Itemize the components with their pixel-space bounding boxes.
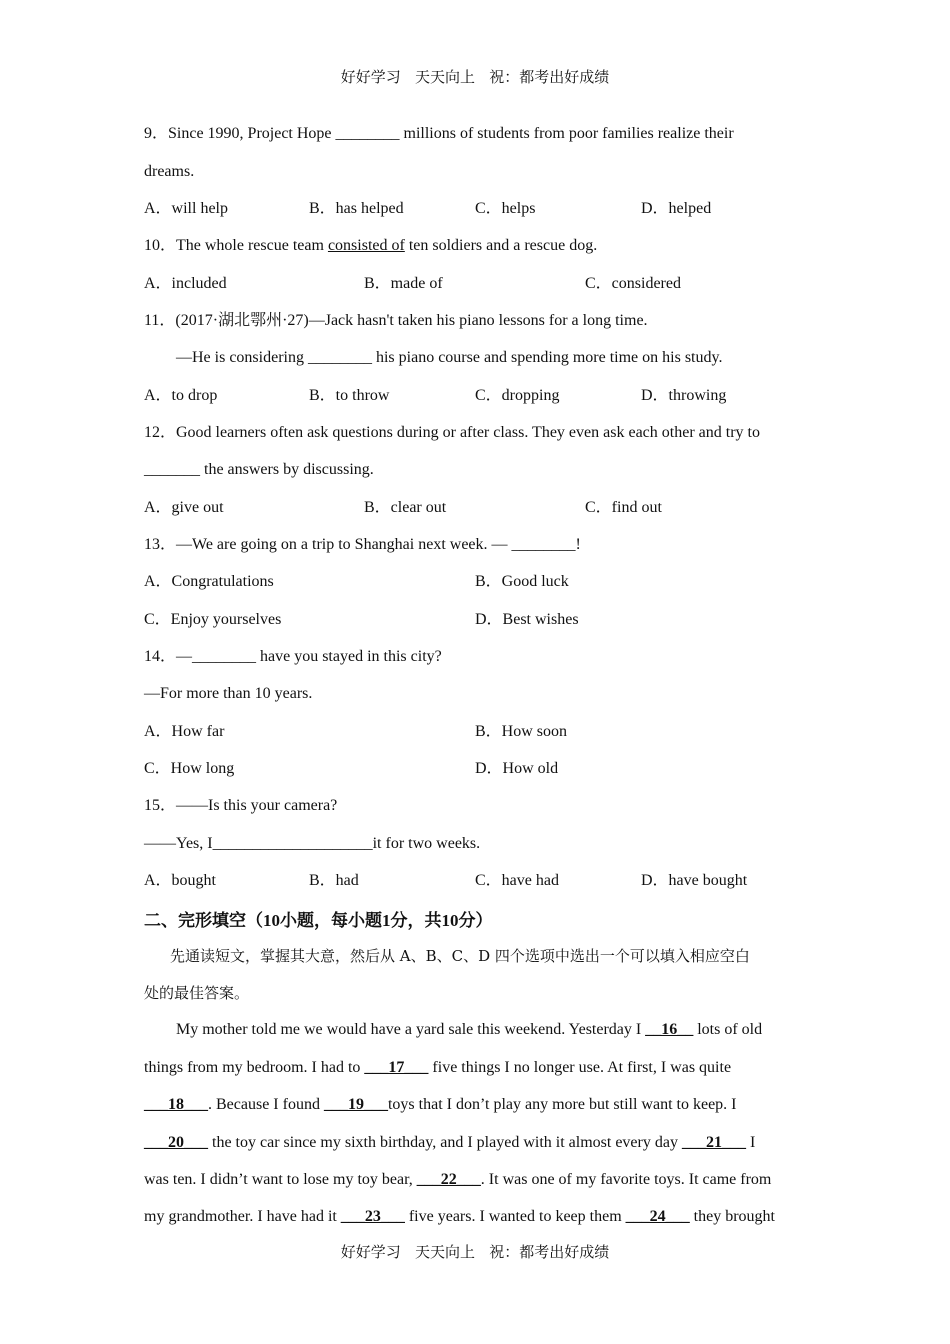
q13-option-c[interactable]: C．Enjoy yourselves [144, 611, 282, 628]
q15-option-d[interactable]: D．have bought [641, 872, 748, 889]
section-2-title: 二、完形填空（10小题，每小题1分，共10分） [144, 911, 493, 930]
passage-text: . Because I found [208, 1096, 324, 1113]
q13-option-b[interactable]: B．Good luck [475, 573, 569, 590]
passage-line-3 [144, 1095, 737, 1115]
section-2-instructions-line1: 先通读短文，掌握其大意，然后从 A、B、C、D 四个选项中选出一个可以填入相应空白 [170, 947, 750, 965]
page-header: 好好学习 天天向上 祝：都考出好成绩 [340, 68, 610, 86]
passage-line-4 [144, 1133, 755, 1153]
passage-text: my grandmother. I have had it [144, 1208, 341, 1225]
passage-text: five years. I wanted to keep them [404, 1208, 626, 1225]
passage-line-5 [144, 1170, 771, 1190]
passage-text: My mother told me we would have a yard sale this weekend. Yesterday I [176, 1021, 646, 1038]
q10-option-b[interactable]: B．made of [364, 275, 443, 292]
passage-text: toys that I don’t play any more but still want to keep. I [387, 1096, 737, 1113]
q13-option-d[interactable]: D．Best wishes [475, 611, 579, 628]
passage-line-6 [144, 1207, 775, 1227]
q13-option-a[interactable]: A．Congratulations [144, 573, 274, 590]
q10-stem-post: ten soldiers and a rescue dog. [404, 237, 598, 254]
q10-option-c[interactable]: C．considered [585, 275, 681, 292]
q11-stem-line1: 11．(2017·湖北鄂州·27)—Jack hasn't taken his piano lessons for a long time. [144, 312, 648, 329]
blank-18[interactable]: ___18___ [144, 1096, 208, 1113]
q15-option-a[interactable]: A．bought [144, 872, 217, 889]
q14-option-d[interactable]: D．How old [475, 760, 559, 777]
q9-option-c[interactable]: C．helps [475, 200, 536, 217]
passage-text: lots of old [693, 1021, 763, 1038]
q9-option-a[interactable]: A．will help [144, 200, 228, 217]
q9-option-b[interactable]: B．has helped [309, 200, 404, 217]
q9-stem-line1: 9．Since 1990, Project Hope ________ millions of students from poor families realize their [144, 125, 734, 142]
q9-option-d[interactable]: D．helped [641, 200, 712, 217]
q14-stem-line2: —For more than 10 years. [144, 685, 313, 702]
q11-stem-line2: —He is considering ________ his piano course and spending more time on his study. [176, 349, 723, 366]
blank-22[interactable]: ___22___ [416, 1171, 481, 1188]
q14-option-b[interactable]: B．How soon [475, 723, 568, 740]
q14-option-c[interactable]: C．How long [144, 760, 235, 777]
passage-text: five things I no longer use. At first, I was quite [428, 1059, 732, 1076]
page-footer: 好好学习 天天向上 祝：都考出好成绩 [340, 1243, 610, 1261]
q11-option-d[interactable]: D．throwing [641, 387, 727, 404]
passage-text: the toy car since my sixth birthday, and I played with it almost every day [208, 1134, 682, 1151]
passage-line-1 [176, 1020, 762, 1040]
section-2-instructions-line2: 处的最佳答案。 [144, 984, 250, 1002]
q15-option-b[interactable]: B．had [309, 872, 359, 889]
q10-stem-pre: 10．The whole rescue team [144, 237, 328, 254]
q9-stem-line2: dreams. [144, 163, 195, 180]
q11-option-c[interactable]: C．dropping [475, 387, 560, 404]
blank-17[interactable]: ___17___ [364, 1059, 429, 1076]
q14-stem-line1: 14．—________ have you stayed in this city? [144, 648, 442, 665]
passage-text: was ten. I didn’t want to lose my toy bear, [144, 1171, 417, 1188]
q10-underlined-phrase: consisted of [327, 237, 405, 254]
blank-20[interactable]: ___20___ [144, 1134, 208, 1151]
q10-stem [144, 236, 597, 256]
q11-option-b[interactable]: B．to throw [309, 387, 390, 404]
q12-option-a[interactable]: A．give out [144, 499, 224, 516]
passage-text: I [745, 1134, 756, 1151]
q12-option-b[interactable]: B．clear out [364, 499, 447, 516]
blank-23[interactable]: ___23___ [340, 1208, 405, 1225]
blank-24[interactable]: ___24___ [625, 1208, 690, 1225]
passage-text: things from my bedroom. I had to [144, 1059, 365, 1076]
q13-stem: 13．—We are going on a trip to Shanghai next week. — ________! [144, 536, 581, 553]
q10-option-a[interactable]: A．included [144, 275, 227, 292]
blank-19[interactable]: ___19___ [323, 1096, 388, 1113]
passage-text: . It was one of my favorite toys. It came from [480, 1171, 772, 1188]
q15-stem-line1: 15．——Is this your camera? [144, 797, 338, 814]
passage-text: they brought [689, 1208, 775, 1225]
passage-line-2 [144, 1058, 731, 1078]
q15-option-c[interactable]: C．have had [475, 872, 559, 889]
blank-16[interactable]: __16__ [645, 1021, 694, 1038]
q12-option-c[interactable]: C．find out [585, 499, 662, 516]
q11-option-a[interactable]: A．to drop [144, 387, 218, 404]
q12-stem-line1: 12．Good learners often ask questions during or after class. They even ask each other and try to [144, 424, 760, 441]
q15-stem-line2: ——Yes, I____________________it for two weeks. [144, 835, 481, 852]
q12-stem-line2: _______ the answers by discussing. [144, 461, 374, 478]
q14-option-a[interactable]: A．How far [144, 723, 225, 740]
blank-21[interactable]: ___21___ [681, 1134, 746, 1151]
